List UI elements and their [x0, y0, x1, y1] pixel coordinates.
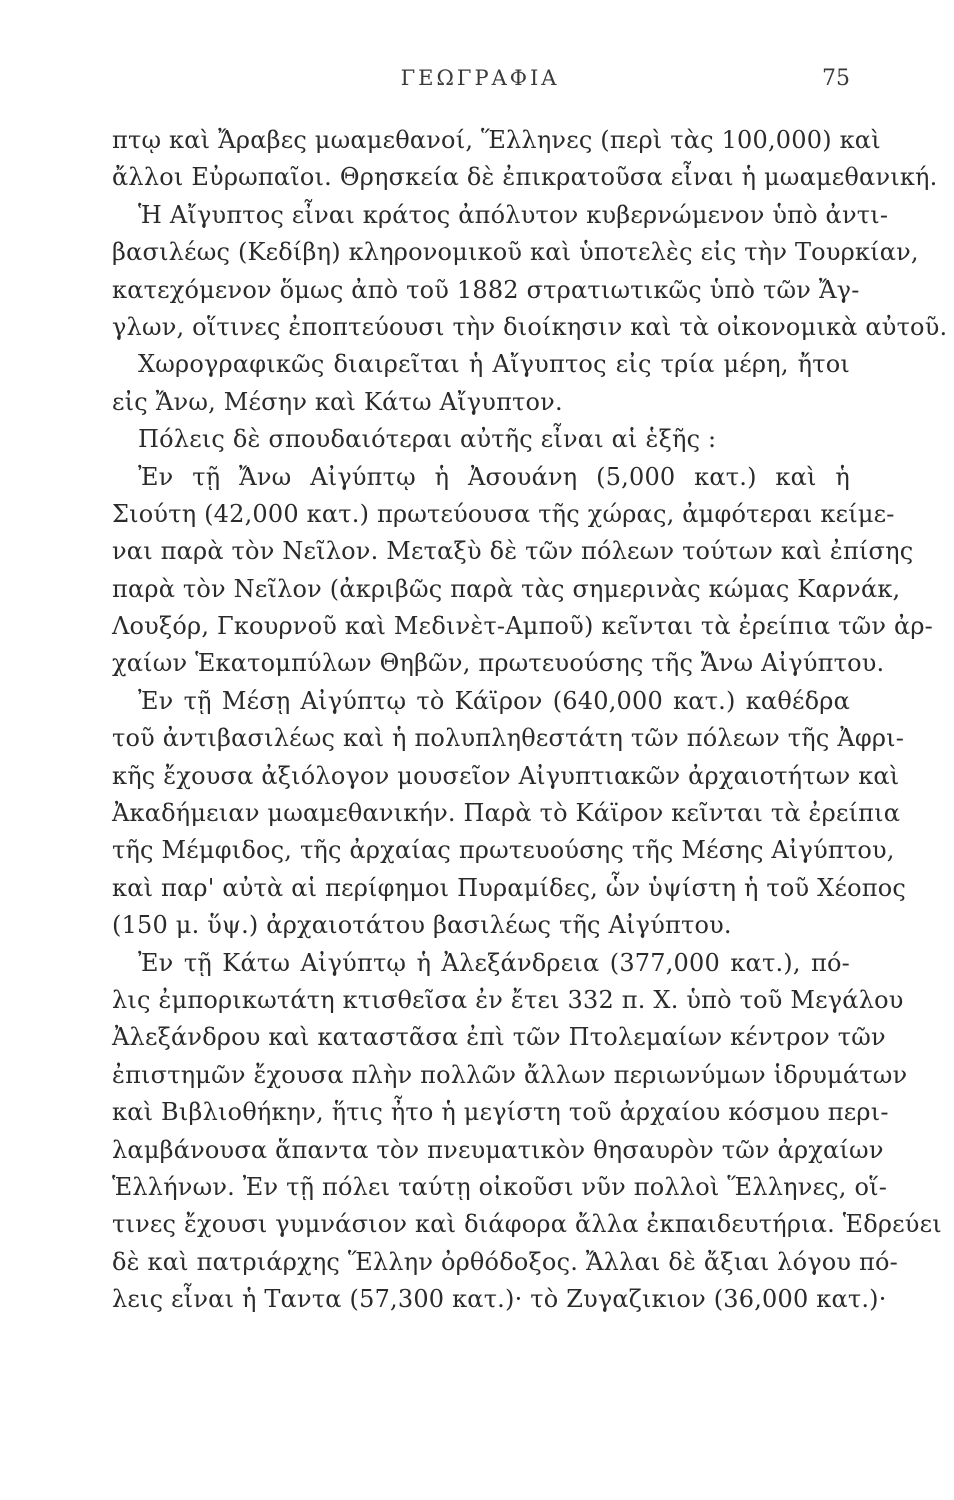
running-title: ΓΕΩΓΡΑΦΙΑ: [400, 66, 560, 90]
page-header: [110, 66, 850, 106]
text-line: βασιλέως (Κεδίβη) κληρονομικοῦ καὶ ὑποτελὲς εἰς τὴν Τουρκίαν,: [112, 238, 919, 267]
text-line: ἄλλοι Εὐρωπαῖοι. Θρησκεία δὲ ἐπικρατοῦσα εἶναι ἡ μωαμεθανική.: [112, 163, 938, 192]
text-line: ἐπιστημῶν ἔχουσα πλὴν πολλῶν ἄλλων περιωνύμων ἱδρυμάτων: [112, 1060, 908, 1089]
page-number: 75: [822, 66, 850, 91]
text-line: (150 μ. ὕψ.) ἀρχαιοτάτου βασιλέως τῆς Αἰγύπτου.: [112, 911, 732, 940]
text-line: πτῳ καὶ Ἄραβες μωαμεθανοί, Ἕλληνες (περὶ τὰς 100,000) καὶ: [112, 126, 881, 154]
text-body: [112, 122, 948, 1319]
text-line: δὲ καὶ πατριάρχης Ἕλλην ὀρθόδοξος. Ἄλλαι δὲ ἄξιαι λόγου πό-: [112, 1247, 898, 1276]
text-line: τῆς Μέμφιδος, τῆς ἀρχαίας πρωτευούσης τῆς Μέσης Αἰγύπτου,: [112, 836, 895, 865]
text-line: τινες ἔχουσι γυμνάσιον καὶ διάφορα ἄλλα ἐκπαιδευτήρια. Ἑδρεύει: [112, 1210, 942, 1239]
text-line: καὶ παρ' αὐτὰ αἱ περίφημοι Πυραμίδες, ὧν ὑψίστη ἡ τοῦ Χέοπος: [112, 873, 907, 902]
text-line: Σιούτη (42,000 κατ.) πρωτεύουσα τῆς χώρας, ἀμφότεραι κείμε-: [112, 499, 895, 528]
paragraph-start-line: Ἐν τῇ Ἄνω Αἰγύπτῳ ἡ Ἀσουάνη (5,000 κατ.) καὶ ἡ: [138, 462, 850, 491]
text-line: λαμβάνουσα ἅπαντα τὸν πνευματικὸν θησαυρὸν τῶν ἀρχαίων: [112, 1135, 884, 1164]
text-line: γλων, οἵτινες ἐποπτεύουσι τὴν διοίκησιν καὶ τὰ οἰκονομικὰ αὐτοῦ.: [112, 312, 948, 341]
text-line: κῆς ἔχουσα ἀξιόλογον μουσεῖον Αἰγυπτιακῶν ἀρχαιοτήτων καὶ: [112, 761, 900, 790]
paragraph-start-line: Ἡ Αἴγυπτος εἶναι κράτος ἀπόλυτον κυβερνώμενον ὑπὸ ἀντι-: [138, 200, 889, 229]
text-line: Ἀλεξάνδρου καὶ καταστᾶσα ἐπὶ τῶν Πτολεμαίων κέντρον τῶν: [112, 1023, 886, 1052]
text-line: ναι παρὰ τὸν Νεῖλον. Μεταξὺ δὲ τῶν πόλεων τούτων καὶ ἐπίσης: [112, 537, 914, 566]
text-line: Ἀκαδήμειαν μωαμεθανικήν. Παρὰ τὸ Κάϊρον κεῖνται τὰ ἐρείπια: [112, 799, 901, 828]
text-line: παρὰ τὸν Νεῖλον (ἀκριβῶς παρὰ τὰς σημερινὰς κώμας Καρνάκ,: [112, 574, 901, 603]
text-line: καὶ Βιβλιοθήκην, ἥτις ἦτο ἡ μεγίστη τοῦ ἀρχαίου κόσμου περι-: [112, 1098, 889, 1127]
text-line: κατεχόμενον ὅμως ἀπὸ τοῦ 1882 στρατιωτικῶς ὑπὸ τῶν Ἄγ-: [112, 275, 860, 304]
paragraph-start-line: Ἐν τῇ Μέσῃ Αἰγύπτῳ τὸ Κάϊρον (640,000 κατ.) καθέδρα: [138, 686, 850, 715]
text-line: τοῦ ἀντιβασιλέως καὶ ἡ πολυπληθεστάτη τῶν πόλεων τῆς Ἀφρι-: [112, 724, 905, 753]
text-line: λις ἐμπορικωτάτη κτισθεῖσα ἐν ἔτει 332 π. Χ. ὑπὸ τοῦ Μεγάλου: [112, 985, 904, 1014]
paragraph-start-line: Χωρογραφικῶς διαιρεῖται ἡ Αἴγυπτος εἰς τρία μέρη, ἤτοι: [138, 350, 850, 379]
text-line: Ἑλλήνων. Ἐν τῇ πόλει ταύτῃ οἰκοῦσι νῦν πολλοὶ Ἕλληνες, οἵ-: [112, 1172, 888, 1201]
text-line: χαίων Ἑκατομπύλων Θηβῶν, πρωτευούσης τῆς Ἄνω Αἰγύπτου.: [112, 649, 885, 678]
paragraph-start-line: Πόλεις δὲ σπουδαιότεραι αὐτῆς εἶναι αἱ ἑξῆς :: [138, 425, 717, 454]
text-line: Λουξόρ, Γκουρνοῦ καὶ Μεδινὲτ-Αμποῦ) κεῖνται τὰ ἐρείπια τῶν ἀρ-: [112, 612, 933, 641]
paragraph-start-line: Ἐν τῇ Κάτω Αἰγύπτῳ ἡ Ἀλεξάνδρεια (377,000 κατ.), πό-: [138, 948, 850, 977]
text-line: εἰς Ἄνω, Μέσην καὶ Κάτω Αἴγυπτον.: [112, 387, 563, 416]
text-line: λεις εἶναι ἡ Ταντα (57,300 κατ.)· τὸ Ζυγαζικιον (36,000 κατ.)·: [112, 1285, 887, 1314]
